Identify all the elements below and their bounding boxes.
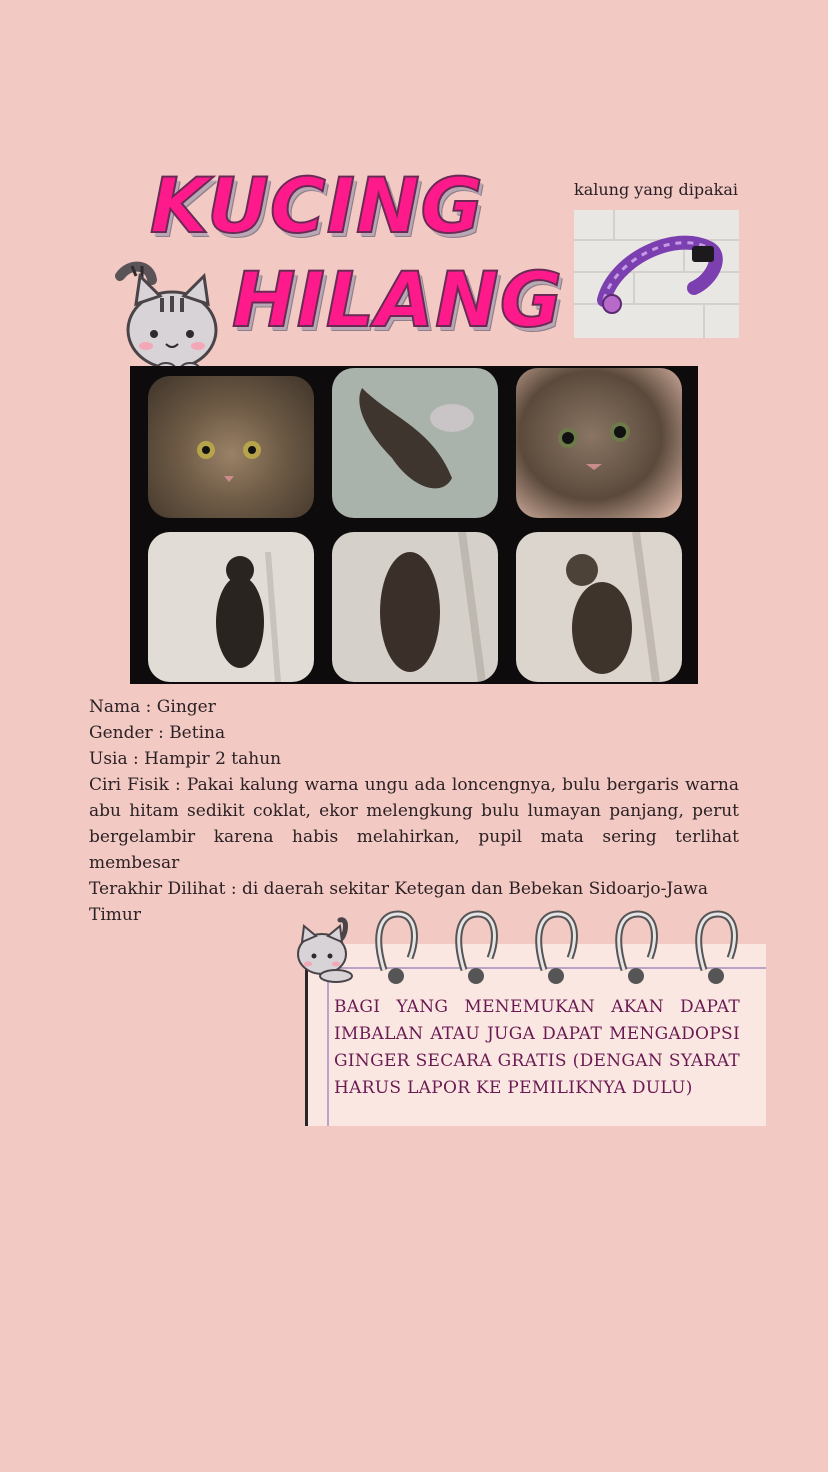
- notice-text: BAGI YANG MENEMUKAN AKAN DAPAT IMBALAN ATAU JUGA DAPAT MENGADOPSI GINGER SECARA GRATIS (DENGAN SYARAT HARUS LAPOR KE PEMILIKNYA DULU): [334, 997, 740, 1098]
- cat-photo-back: [148, 532, 314, 682]
- info-terakhir-dilihat: Terakhir Dilihat : di daerah sekitar Ketegan dan Bebekan Sidoarjo-Jawa Timur: [89, 879, 708, 925]
- cat-photo-walking: [332, 532, 498, 682]
- info-gender: Gender : Betina: [89, 723, 226, 743]
- cat-photo-lying: [332, 368, 498, 518]
- collar-caption: kalung yang dipakai: [574, 180, 738, 199]
- collar-photo: [574, 210, 739, 338]
- info-ciri-fisik: Ciri Fisik : Pakai kalung warna ungu ada loncengnya, bulu bergaris warna abu hitam sedikit coklat, ekor melengkung bulu lumayan panjang, perut bergelambir karena habis melahirkan, pupil mata sering terlihat membesar: [89, 775, 739, 873]
- cat-sticker-icon: [110, 258, 230, 382]
- cat-sticker-small-icon: [292, 914, 362, 984]
- collar-icon: [574, 210, 739, 338]
- info-nama: Nama : Ginger: [89, 697, 216, 717]
- cat-info: [89, 694, 739, 928]
- cat-photo-sitting: [516, 532, 682, 682]
- title-line-2: HILANG: [232, 255, 564, 344]
- cat-photo-face: [148, 376, 314, 518]
- spiral-ring-icon: [370, 908, 750, 988]
- title-line-1: KUCING: [150, 161, 484, 250]
- info-usia: Usia : Hampir 2 tahun: [89, 749, 282, 769]
- cat-photo-hand: [516, 368, 682, 518]
- cat-photo-grid: [130, 366, 698, 684]
